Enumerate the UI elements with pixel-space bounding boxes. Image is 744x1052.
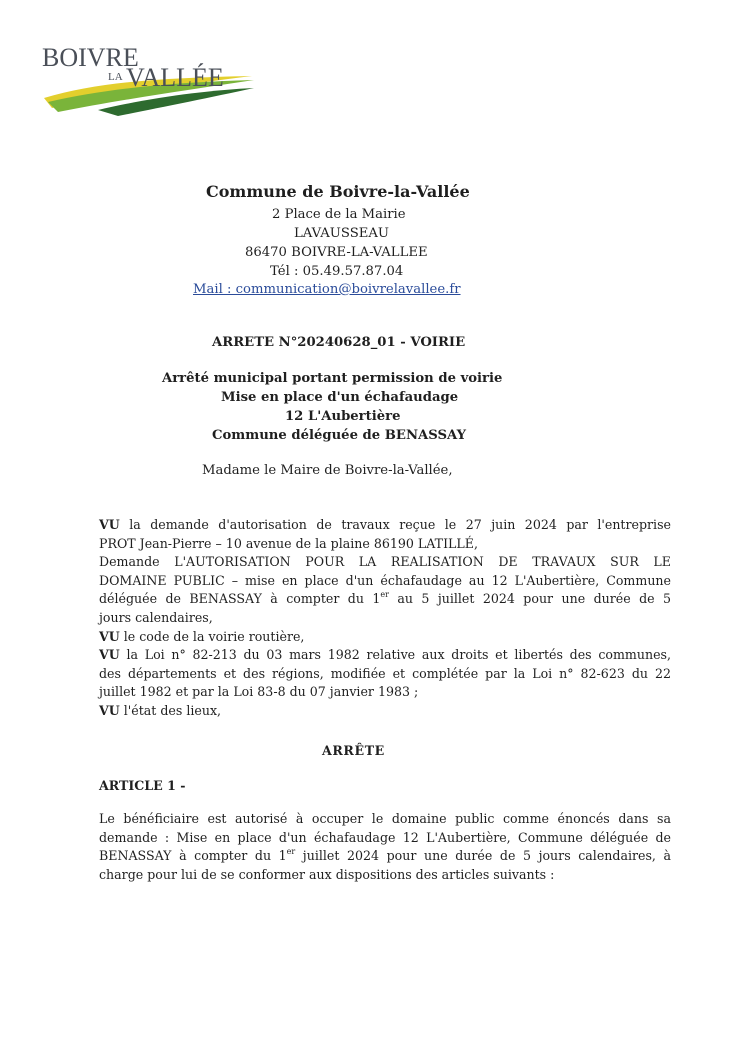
paragraph-line: Demande L'AUTORISATION POUR LA REALISATION DE TRAVAUX SUR LE xyxy=(99,554,671,570)
phone-number: Tél : 05.49.57.87.04 xyxy=(270,264,404,279)
paragraph-line: demande : Mise en place d'un échafaudage 12 L'Aubertière, Commune déléguée de xyxy=(99,829,671,845)
boivre-la-vallee-logo xyxy=(38,38,258,118)
address-line: LAVAUSSEAU xyxy=(294,226,389,241)
paragraph-line: BENASSAY à compter du 1er juillet 2024 pour une durée de 5 jours calendaires, à xyxy=(99,847,671,864)
paragraph-line: des départements et des régions, modifiée et complétée par la Loi n° 82-623 du 22 xyxy=(99,665,671,681)
title-line: Arrêté municipal portant permission de voirie xyxy=(162,371,503,386)
paragraph-line: déléguée de BENASSAY à compter du 1er au 5 juillet 2024 pour une durée de 5 xyxy=(99,590,672,607)
article-1-body xyxy=(99,810,671,884)
address-line: 86470 BOIVRE-LA-VALLEE xyxy=(245,245,428,260)
paragraph-line: juillet 1982 et par la Loi 83-8 du 07 janvier 1983 ; xyxy=(99,684,419,700)
svg-text:LA: LA xyxy=(108,71,123,83)
title-line: Mise en place d'un échafaudage xyxy=(221,390,459,405)
paragraph-line: DOMAINE PUBLIC – mise en place d'un échafaudage au 12 L'Aubertière, Commune xyxy=(99,572,671,588)
paragraph-line: PROT Jean-Pierre – 10 avenue de la plaine 86190 LATILLÉ, xyxy=(99,535,478,551)
mail-link[interactable]: Mail : communication@boivrelavallee.fr xyxy=(193,282,461,297)
logo-graphic xyxy=(38,38,258,118)
article-1-heading: ARTICLE 1 - xyxy=(99,778,186,793)
commune-name: Commune de Boivre-la-Vallée xyxy=(206,182,470,201)
title-line: 12 L'Aubertière xyxy=(285,409,401,424)
svg-text:VALLÉE: VALLÉE xyxy=(126,63,224,92)
paragraph-line: charge pour lui de se conformer aux dispositions des articles suivants : xyxy=(99,866,555,882)
paragraph-line: VU le code de la voirie routière, xyxy=(99,628,305,644)
paragraph-line: Le bénéficiaire est autorisé à occuper le domaine public comme énoncés dans sa xyxy=(99,811,671,826)
paragraph-line: VU la demande d'autorisation de travaux reçue le 27 juin 2024 par l'entreprise xyxy=(99,517,671,532)
paragraph-line: VU la Loi n° 82-213 du 03 mars 1982 relative aux droits et libertés des communes, xyxy=(99,647,671,663)
paragraph-line: jours calendaires, xyxy=(99,609,213,625)
svg-text:BOIVRE: BOIVRE xyxy=(42,43,139,72)
salutation: Madame le Maire de Boivre-la-Vallée, xyxy=(202,463,453,478)
arrete-number: ARRETE N°20240628_01 - VOIRIE xyxy=(212,335,466,350)
title-line: Commune déléguée de BENASSAY xyxy=(212,428,466,443)
arrete-heading: ARRÊTE xyxy=(322,743,385,758)
considerants xyxy=(99,516,671,721)
paragraph-line: VU l'état des lieux, xyxy=(99,702,222,718)
address-line: 2 Place de la Mairie xyxy=(272,207,406,222)
